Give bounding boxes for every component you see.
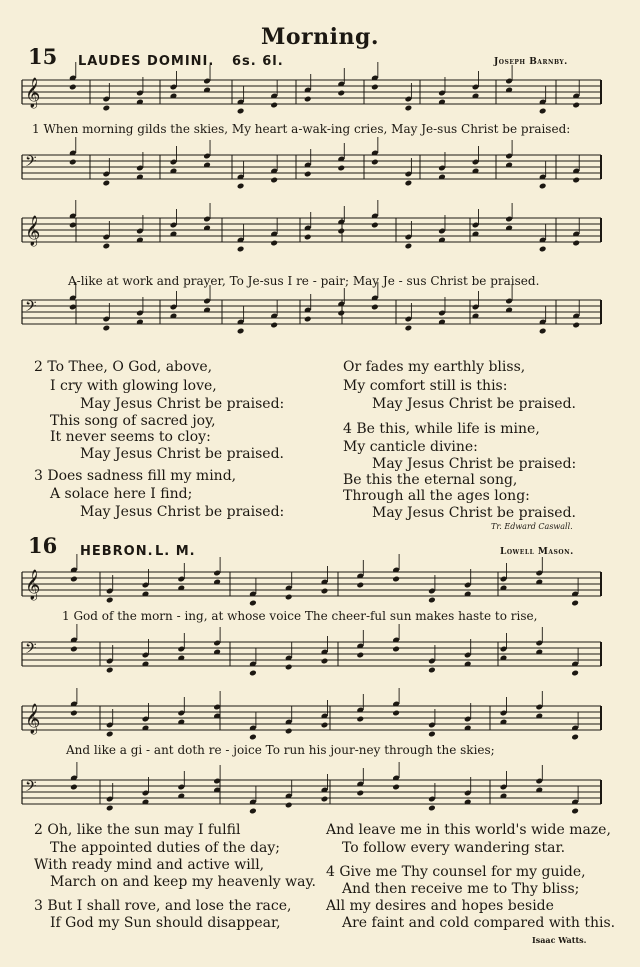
note-head xyxy=(270,240,278,247)
verse-line: Or fades my earthly bliss, xyxy=(343,359,526,375)
lyric-line: 1 God of the morn - ing, at whose voice The cheer-ful sun makes haste to rise, xyxy=(62,609,538,623)
verse-line: With ready mind and active will, xyxy=(34,857,265,873)
note-head xyxy=(249,734,257,741)
note-head xyxy=(249,670,257,677)
note-head xyxy=(571,600,579,607)
note-head xyxy=(371,304,379,311)
note-head xyxy=(428,667,436,674)
verse-line: March on and keep my heavenly way. xyxy=(50,874,316,890)
note-head xyxy=(249,600,257,607)
tune-name: LAUDES DOMINI. xyxy=(78,54,215,69)
verse-line: The appointed duties of the day; xyxy=(50,840,280,856)
verse-line: May Jesus Christ be praised. xyxy=(80,446,284,462)
note-head xyxy=(106,805,114,812)
verse-line: And then receive me to Thy bliss; xyxy=(342,881,580,897)
author-credit: Isaac Watts. xyxy=(532,935,587,945)
note-head xyxy=(428,597,436,604)
note-head xyxy=(405,243,413,250)
note-head xyxy=(321,658,329,665)
note-head xyxy=(70,710,78,717)
note-head xyxy=(356,716,364,723)
note-head xyxy=(428,731,436,738)
verse-line: May Jesus Christ be praised: xyxy=(80,504,285,520)
note-head xyxy=(285,664,293,671)
verse-line: My comfort still is this: xyxy=(343,378,508,394)
composer: Joseph Barnby. xyxy=(494,57,568,67)
note-head xyxy=(392,710,400,717)
note-head xyxy=(337,90,345,97)
note-head xyxy=(356,582,364,589)
note-head xyxy=(69,222,77,229)
note-head xyxy=(428,805,436,812)
hymn-number: 16 xyxy=(28,533,58,558)
note-head xyxy=(356,790,364,797)
treble-clef-icon: 𝄞 xyxy=(25,570,41,600)
tune-name: HEBRON. xyxy=(80,544,154,559)
note-head xyxy=(337,310,345,317)
treble-clef-icon: 𝄞 xyxy=(25,216,41,246)
note-head xyxy=(103,105,111,112)
lyric-line: A-like at work and prayer, To Je-sus I re - pair; May Je - sus Christ be praised. xyxy=(68,274,540,288)
verse-line: If God my Sun should disappear, xyxy=(50,915,281,931)
verse-line: May Jesus Christ be praised. xyxy=(372,505,576,521)
verse-line: 4 Be this, while life is mine, xyxy=(343,421,540,437)
note-head xyxy=(270,177,278,184)
bass-clef-icon: 𝄢 xyxy=(25,778,37,799)
verse-line: 4 Give me Thy counsel for my guide, xyxy=(326,864,586,880)
note-head xyxy=(304,96,312,103)
note-head xyxy=(285,594,293,601)
note-head xyxy=(371,159,379,166)
bass-clef-icon: 𝄢 xyxy=(25,640,37,661)
note-head xyxy=(237,108,245,115)
verse-line: 2 Oh, like the sun may I fulfil xyxy=(34,822,241,838)
verse-line: Be this the eternal song, xyxy=(343,472,518,488)
note-head xyxy=(285,802,293,809)
note-head xyxy=(304,316,312,323)
note-head xyxy=(70,784,78,791)
treble-clef-icon: 𝄞 xyxy=(25,78,41,108)
note-head xyxy=(103,180,111,187)
verse-line: My canticle divine: xyxy=(343,439,478,455)
meter: L. M. xyxy=(155,544,196,559)
note-head xyxy=(304,234,312,241)
note-head xyxy=(572,102,580,109)
lyric-line: And like a gi - ant doth re - joice To run his jour-ney through the skies; xyxy=(66,743,495,757)
note-head xyxy=(392,646,400,653)
note-head xyxy=(405,105,413,112)
meter: 6s. 6l. xyxy=(232,54,284,69)
lyric-line: 1 When morning gilds the skies, My heart a-wak-ing cries, May Je-sus Christ be praised: xyxy=(32,122,571,136)
note-head xyxy=(69,159,77,166)
verse-line: I cry with glowing love, xyxy=(50,378,217,394)
note-head xyxy=(572,240,580,247)
translator-credit: Tr. Edward Caswall. xyxy=(491,522,573,531)
note-head xyxy=(321,796,329,803)
note-head xyxy=(571,670,579,677)
note-head xyxy=(405,325,413,332)
note-head xyxy=(539,183,547,190)
verse-line: 3 Does sadness fill my mind, xyxy=(34,468,237,484)
note-head xyxy=(106,597,114,604)
note-head xyxy=(285,728,293,735)
note-head xyxy=(106,731,114,738)
verse-line: And leave me in this world's wide maze, xyxy=(326,822,611,838)
note-head xyxy=(321,722,329,729)
page-title: Morning. xyxy=(260,24,379,50)
note-head xyxy=(321,588,329,595)
note-head xyxy=(237,183,245,190)
note-head xyxy=(337,165,345,172)
note-head xyxy=(539,108,547,115)
note-head xyxy=(69,304,77,311)
note-head xyxy=(103,243,111,250)
note-head xyxy=(572,177,580,184)
note-head xyxy=(70,646,78,653)
note-head xyxy=(356,652,364,659)
hymn-number: 15 xyxy=(28,44,58,69)
verse-line: May Jesus Christ be praised: xyxy=(80,396,285,412)
note-head xyxy=(106,667,114,674)
verse-line: May Jesus Christ be praised. xyxy=(372,396,576,412)
note-head xyxy=(572,322,580,329)
note-head xyxy=(69,84,77,91)
verse-line: May Jesus Christ be praised: xyxy=(372,456,577,472)
verse-line: All my desires and hopes beside xyxy=(326,898,554,914)
verse-line: 2 To Thee, O God, above, xyxy=(34,359,213,375)
verse-line: It never seems to cloy: xyxy=(50,429,211,445)
bass-clef-icon: 𝄢 xyxy=(25,298,37,319)
note-head xyxy=(371,84,379,91)
bass-clef-icon: 𝄢 xyxy=(25,153,37,174)
note-head xyxy=(571,808,579,815)
note-head xyxy=(371,222,379,229)
verse-line: 3 But I shall rove, and lose the race, xyxy=(34,898,292,914)
note-head xyxy=(304,171,312,178)
note-head xyxy=(539,246,547,253)
note-head xyxy=(571,734,579,741)
note-head xyxy=(539,328,547,335)
verse-line: To follow every wandering star. xyxy=(342,840,566,856)
note-head xyxy=(270,322,278,329)
note-head xyxy=(337,228,345,235)
note-head xyxy=(270,102,278,109)
note-head xyxy=(249,808,257,815)
treble-clef-icon: 𝄞 xyxy=(25,704,41,734)
note-head xyxy=(103,325,111,332)
note-head xyxy=(237,328,245,335)
note-head xyxy=(237,246,245,253)
verse-line: Are faint and cold compared with this. xyxy=(342,915,616,931)
note-head xyxy=(405,180,413,187)
verse-line: This song of sacred joy, xyxy=(50,413,216,429)
composer: Lowell Mason. xyxy=(500,547,574,557)
verse-line: Through all the ages long: xyxy=(343,488,530,504)
note-head xyxy=(70,576,78,583)
note-head xyxy=(392,576,400,583)
verse-line: A solace here I find; xyxy=(50,486,193,502)
note-head xyxy=(392,784,400,791)
